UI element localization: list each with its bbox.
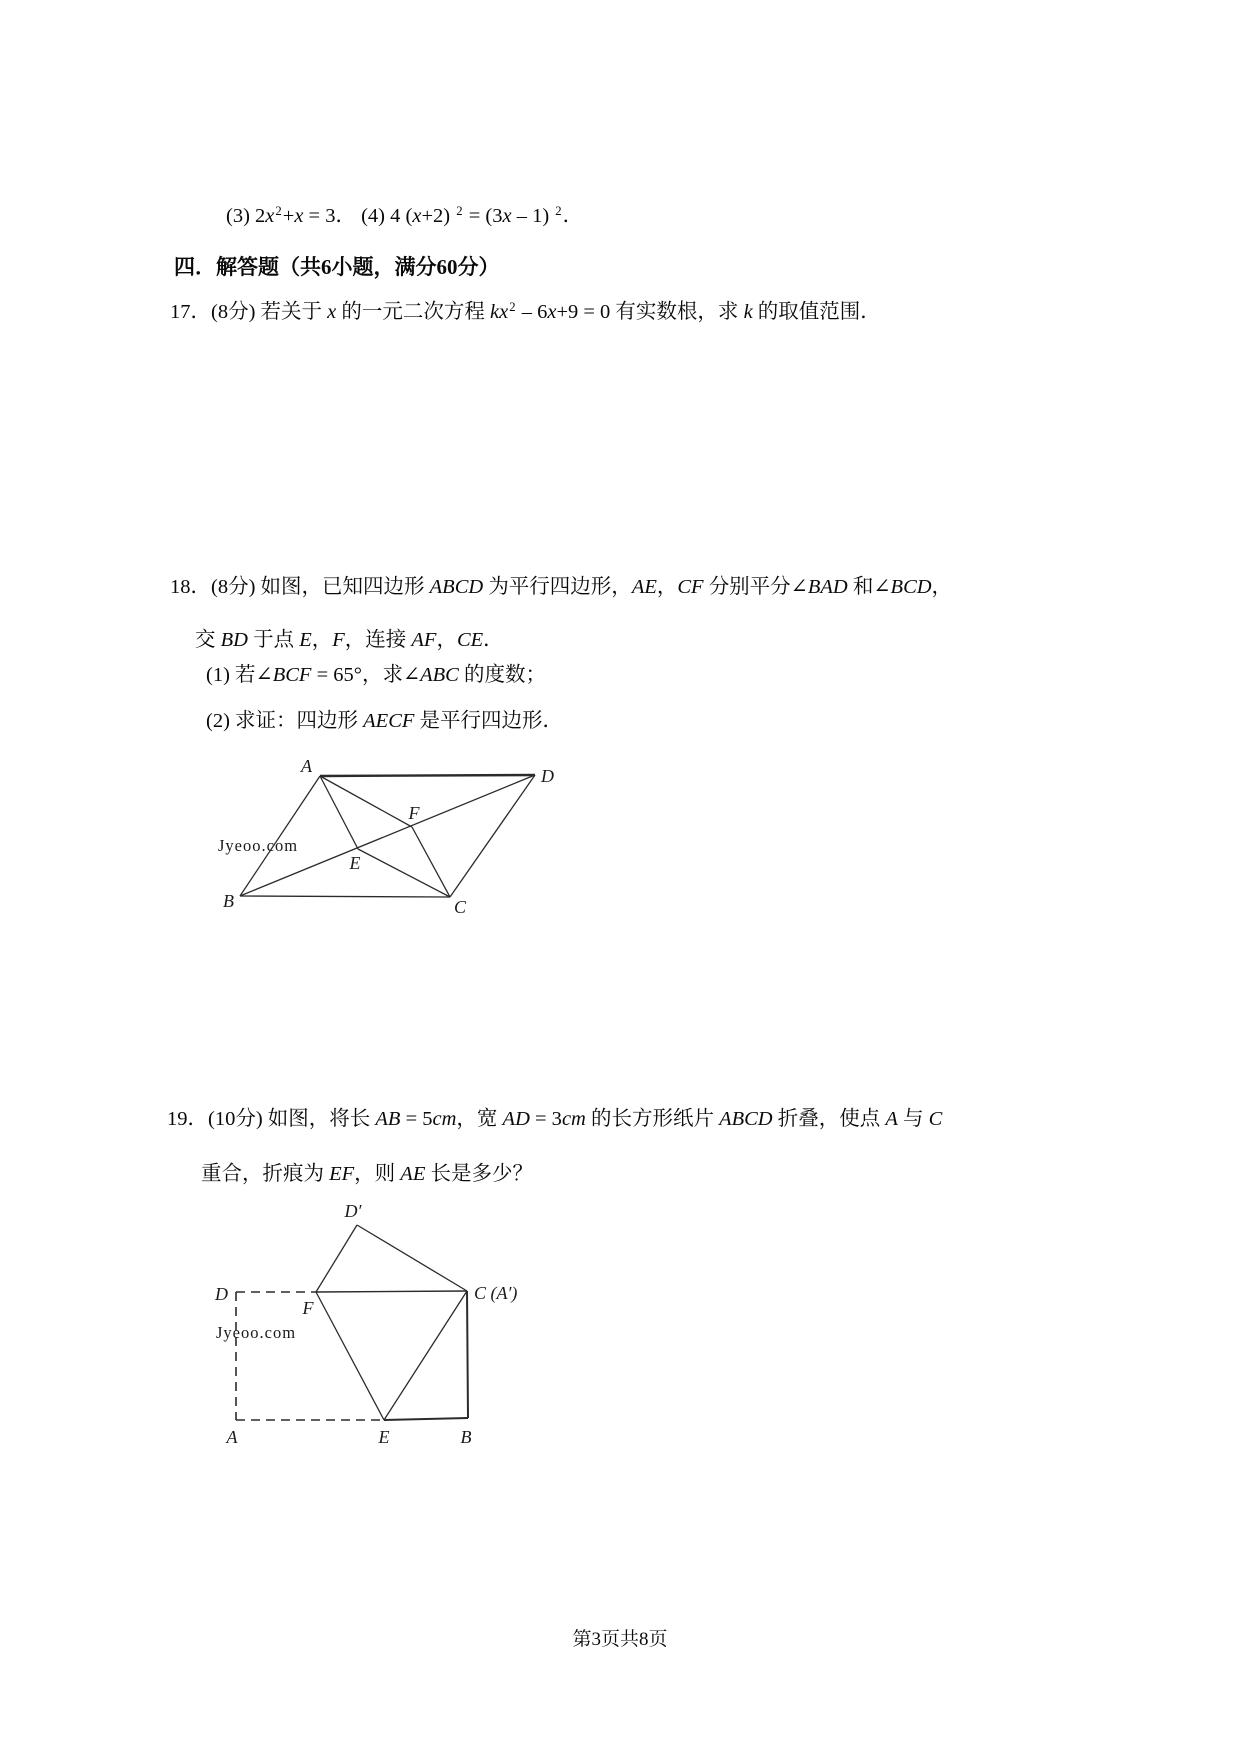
question-17: 17．(8分) 若关于 x 的一元二次方程 $kx^2 - 6x+9 = 0$ 有实数根，求 k 的取值范围． [170, 300, 881, 323]
fig19-label-d: D [215, 1284, 228, 1304]
question-19-line1: 19．(10分) 如图，将长 AB = 5cm，宽 AD = 3cm 的长方形纸片 ABCD 折叠，使点 A 与 C [167, 1108, 943, 1130]
fig19-side-eb [384, 1418, 468, 1420]
fig18-label-f: F [408, 803, 420, 823]
fig19-label-e: E [378, 1427, 390, 1447]
question-19-line2: 重合，折痕为 EF，则 AE 长是多少？ [201, 1163, 533, 1185]
fig19-label-dprime: D′ [344, 1201, 362, 1221]
fig18-watermark: Jyeoo.com [218, 836, 299, 855]
fig19-label-c-aprime: C (A′) [474, 1283, 518, 1303]
fig19-segment-fc [316, 1291, 467, 1292]
figure-19 [180, 1200, 560, 1460]
fig19-label-f: F [302, 1298, 314, 1318]
fig19-crease-ef [316, 1292, 384, 1420]
question-18-line1: 18．(8分) 如图，已知四边形 ABCD 为平行四边形，AE，CF 分别平分∠BAD 和∠BCD， [170, 576, 953, 598]
figure-18 [190, 755, 580, 925]
section-header: 四．解答题（共6小题，满分60分） [174, 255, 500, 279]
fig18-label-b: B [223, 891, 234, 911]
fig18-label-d: D [541, 766, 554, 786]
fig18-label-e: E [349, 853, 361, 873]
fig19-label-b: B [460, 1427, 472, 1447]
fig19-segment-dprimec [357, 1225, 467, 1291]
fig19-label-a: A [226, 1427, 238, 1447]
fig18-side-ad [320, 775, 535, 776]
page-footer: 第3页共8页 [572, 1629, 668, 1650]
fig18-segment-ce [358, 849, 450, 897]
question-18-line2: 交 BD 于点 E，F，连接 AF，CE． [195, 629, 504, 651]
fig19-side-bc [467, 1291, 468, 1418]
equations-line: (3) $2x^2+x = 3$． (4) 4 (x+2) $^2$ = (3x – 1) $^2$． [226, 204, 584, 227]
fig18-label-a: A [301, 756, 312, 776]
fig19-segment-ec [384, 1291, 467, 1420]
fig18-side-bc [240, 896, 450, 897]
fig19-segment-fdprime [316, 1225, 357, 1292]
fig19-watermark: Jyeoo.com [216, 1323, 297, 1342]
fig18-label-c: C [454, 897, 467, 917]
question-18-item2: (2) 求证：四边形 AECF 是平行四边形． [206, 710, 564, 732]
fig18-side-dc [450, 775, 535, 897]
question-18-item1: (1) 若∠BCF = 65°，求∠ABC 的度数； [206, 664, 546, 686]
